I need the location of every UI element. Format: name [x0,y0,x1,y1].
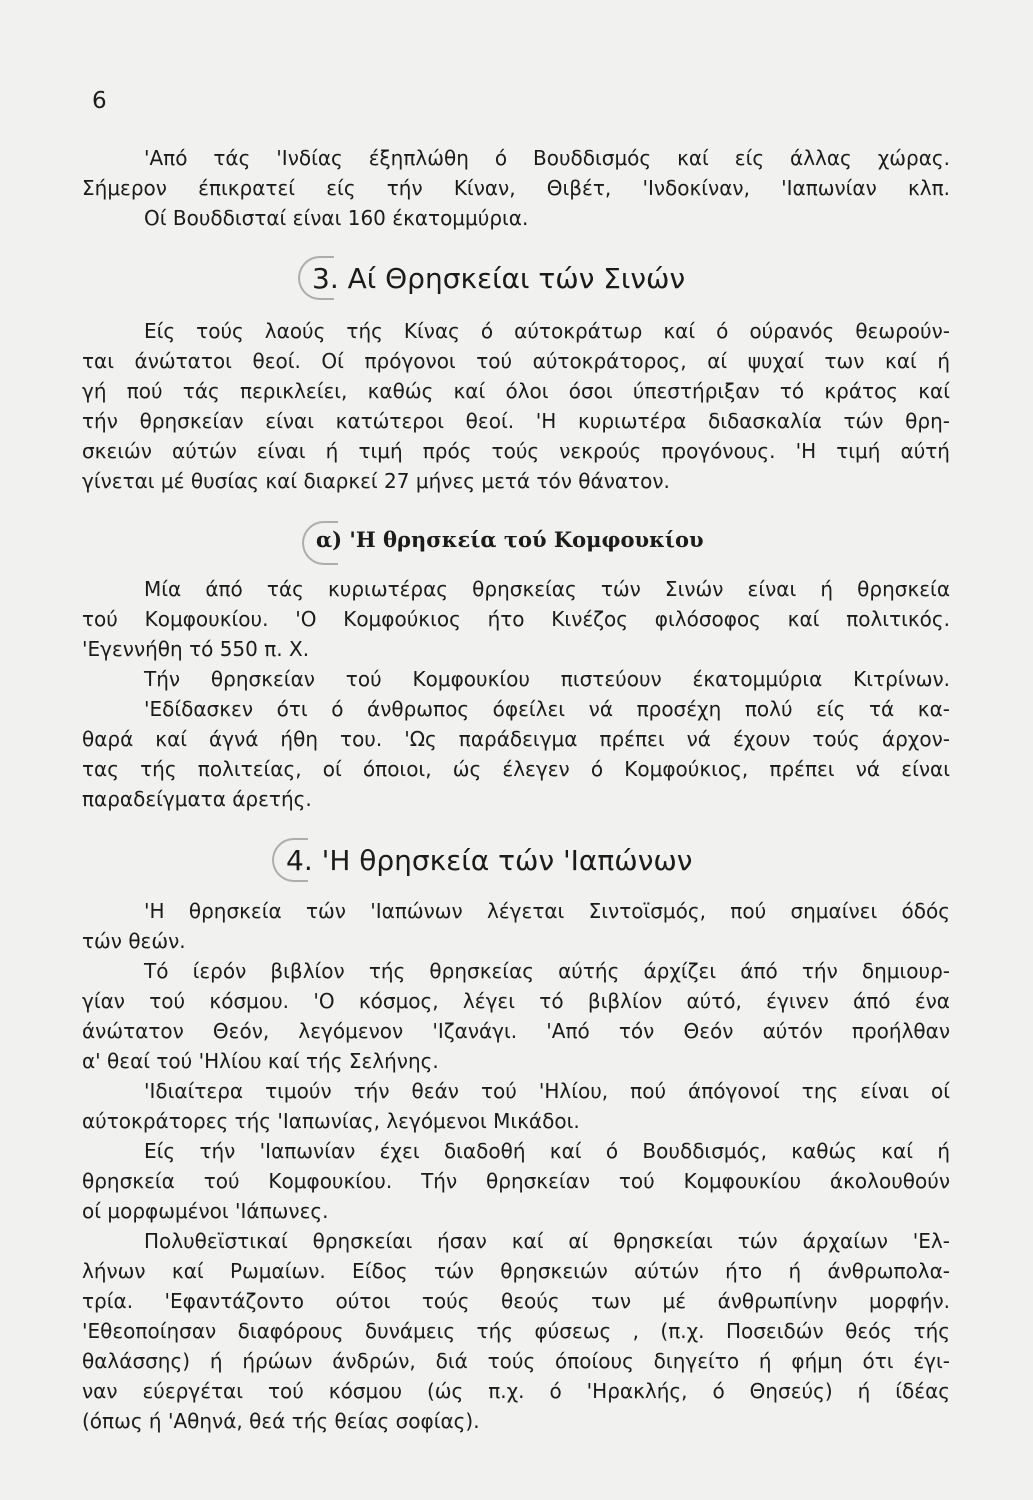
text-line: θαλάσσης) ή ήρώων άνδρών, διά τούς όποίους διηγείτο ή φήμη ότι έγι- [82,1349,950,1373]
text-line: (όπως ή 'Αθηνά, θεά τής θείας σοφίας). [82,1409,480,1433]
section-3-heading [312,262,685,295]
text-line: 'Ιδιαίτερα τιμούν τήν θεάν τού 'Ηλίου, πού άπόγονοί της είναι οί [144,1079,950,1103]
text-line: ναν εύεργέται τού κόσμου (ώς π.χ. ό 'Ηρακλής, ό Θησεύς) ή ίδέας [82,1379,950,1403]
text-line: γίαν τού κόσμου. 'Ο κόσμος, λέγει τό βιβλίον αύτό, έγινεν άπό ένα [82,989,950,1013]
text-line: 'Εγεννήθη τό 550 π. Χ. [82,637,310,661]
text-line: τας τής πολιτείας, οί όποιοι, ώς έλεγεν ό Κομφούκιος, πρέπει νά είναι [82,757,950,781]
text-line: Οί Βουδδισταί είναι 160 έκατομμύρια. [144,206,529,230]
page-number: 6 [92,88,107,114]
text-line: Είς τήν 'Ιαπωνίαν έχει διαδοθή καί ό Βουδδισμός, καθώς καί ή [144,1139,950,1163]
text-line: σκειών αύτών είναι ή τιμή πρός τούς νεκρούς προγόνους. 'Η τιμή αύτή [82,439,950,463]
text-line: τήν θρησκείαν είναι κατώτεροι θεοί. 'Η κυριωτέρα διδασκαλία τών θρη- [82,409,950,433]
text-line: γίνεται μέ θυσίας καί διαρκεί 27 μήνες μετά τόν θάνατον. [82,469,670,493]
text-line: Μία άπό τάς κυριωτέρας θρησκείας τών Σινών είναι ή θρησκεία [144,577,950,601]
text-line: παραδείγματα άρετής. [82,787,312,811]
section-4-heading [286,844,692,877]
text-line: οί μορφωμένοι 'Ιάπωνες. [82,1199,329,1223]
text-line: άνώτατον Θεόν, λεγόμενον 'Ιζανάγι. 'Από τόν Θεόν αύτόν προήλθαν [82,1019,950,1043]
text-line: λήνων καί Ρωμαίων. Είδος τών θρησκειών αύτών ήτο ή άνθρωπολα- [82,1259,950,1283]
section-4-paragraph [82,896,950,1436]
text-line: γή πού τάς περικλείει, καθώς καί όλοι όσοι ύπεστήριξαν τό κράτος καί [82,379,950,403]
text-line: Είς τούς λαούς τής Κίνας ό αύτοκράτωρ καί ό ούρανός θεωρούν- [144,319,950,343]
subsection-a-title: α) 'Η θρησκεία τού Κομφουκίου [316,527,704,552]
text-line: Πολυθεϊστικαί θρησκείαι ήσαν καί αί θρησκείαι τών άρχαίων 'Ελ- [144,1229,950,1253]
text-line: 'Η θρησκεία τών 'Ιαπώνων λέγεται Σιντοϊσμός, πού σημαίνει όδός [144,899,950,923]
text-line: Τό ίερόν βιβλίον τής θρησκείας αύτής άρχίζει άπό τήν δημιουρ- [144,959,950,983]
section-3-title: 3. Αί Θρησκείαι τών Σινών [312,262,686,295]
subsection-a-paragraph [82,574,950,814]
text-line: αύτοκράτορες τής 'Ιαπωνίας, λεγόμενοι Μικάδοι. [82,1109,580,1133]
section-4-title: 4. 'Η θρησκεία τών 'Ιαπώνων [286,844,693,877]
text-line: Τήν θρησκείαν τού Κομφουκίου πιστεύουν έκατομμύρια Κιτρίνων. [144,667,950,691]
text-line: ται άνώτατοι θεοί. Οί πρόγονοι τού αύτοκράτορος, αί ψυχαί των καί ή [82,349,950,373]
text-line: 'Εδίδασκεν ότι ό άνθρωπος όφείλει νά προσέχη πολύ είς τά κα- [144,697,950,721]
text-line: θρησκεία τού Κομφουκίου. Τήν θρησκείαν τού Κομφουκίου άκολουθούν [82,1169,950,1193]
text-line: τρία. 'Εφαντάζοντο ούτοι τούς θεούς των μέ άνθρωπίνην μορφήν. [82,1289,950,1313]
text-line: τού Κομφουκίου. 'Ο Κομφούκιος ήτο Κινέζος φιλόσοφος καί πολιτικός. [82,607,950,631]
intro-paragraph [82,143,950,233]
section-3-paragraph [82,316,950,496]
subsection-a-heading [316,527,704,552]
text-line: θαρά καί άγνά ήθη του. 'Ως παράδειγμα πρέπει νά έχουν τούς άρχον- [82,727,950,751]
text-line: 'Εθεοποίησαν διαφόρους δυνάμεις τής φύσεως , (π.χ. Ποσειδών θεός τής [82,1319,950,1343]
text-line: α' θεαί τού 'Ηλίου καί τής Σελήνης. [82,1049,439,1073]
text-line: Σήμερον έπικρατεί είς τήν Κίναν, Θιβέτ, 'Ινδοκίναν, 'Ιαπωνίαν κλπ. [82,176,950,200]
text-line: τών θεών. [82,929,186,953]
text-line: 'Από τάς 'Ινδίας έξηπλώθη ό Βουδδισμός καί είς άλλας χώρας. [144,146,950,170]
